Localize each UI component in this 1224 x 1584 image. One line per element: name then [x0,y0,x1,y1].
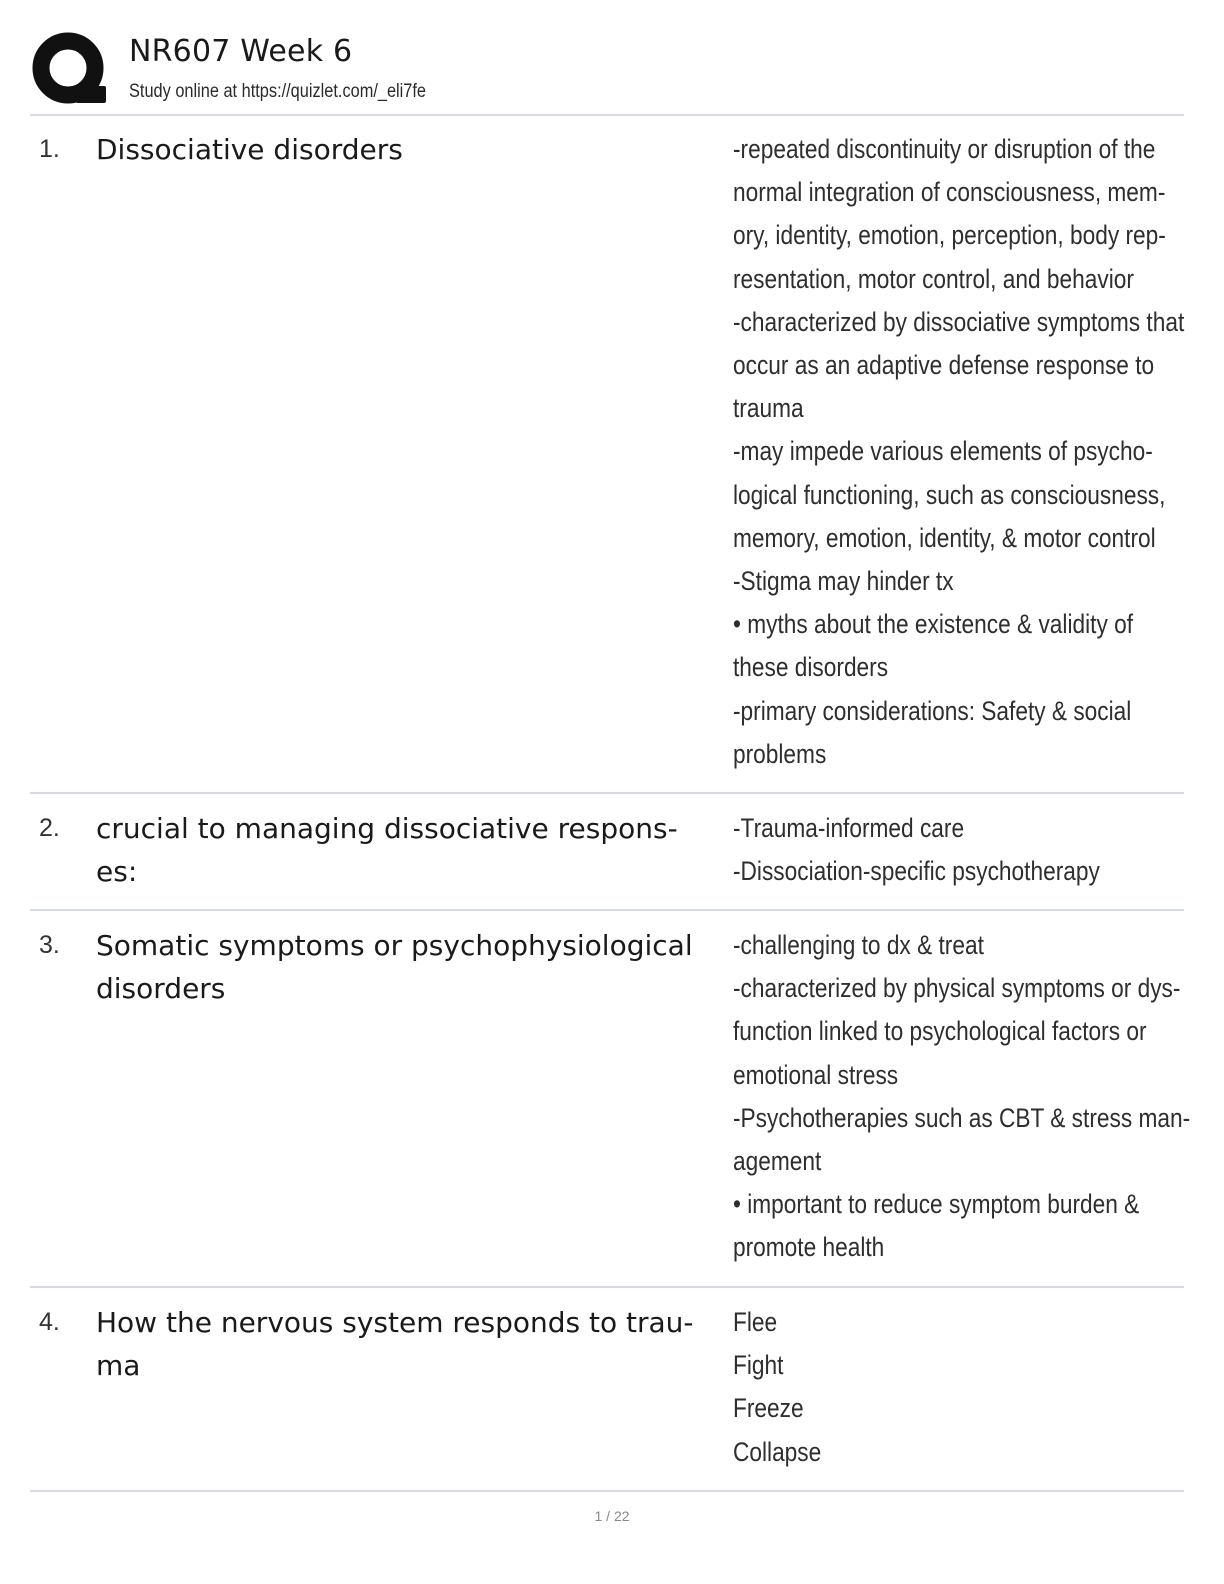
page-header [30,28,1184,116]
card-term [96,1301,736,1387]
term-line: es: [96,855,138,888]
definition-line: resentation, motor control, and behavior [733,263,1134,294]
card-term [96,128,736,171]
definition-line: -Psychotherapies such as CBT & stress man- [733,1102,1191,1133]
definition-line: -characterized by physical symptoms or dys- [733,973,1181,1004]
definition-line: -primary considerations: Safety & social [733,695,1132,726]
study-online-link[interactable]: Study online at https://quizlet.com/_eli7fe [129,81,427,102]
card-term [96,807,736,893]
definition-line: problems [733,738,827,769]
definition-line: -challenging to dx & treat [733,930,984,960]
definition-line: logical functioning, such as consciousness, [733,479,1166,510]
term-line: How the nervous system responds to trau- [96,1306,694,1339]
card-definition [733,128,1185,776]
flashcard-4 [30,1301,1184,1492]
card-number: 2. [39,814,60,842]
card-definition [733,924,1191,1270]
definition-line: agement [733,1146,822,1177]
definition-line: Fight [733,1350,784,1381]
definition-line: Flee [733,1307,778,1337]
flashcard-3 [30,924,1191,1288]
definition-line: ory, identity, emotion, perception, body rep- [733,220,1166,251]
definition-line: emotional stress [733,1059,899,1090]
term-line: disorders [96,972,226,1005]
definition-line: -repeated discontinuity or disruption of the [733,134,1156,164]
term-line: Dissociative disorders [96,133,403,166]
definition-line: promote health [733,1232,885,1263]
definition-line: -Stigma may hinder tx [733,566,954,597]
definition-line: -Dissociation-specific psychotherapy [733,856,1100,887]
flashcard-1 [30,128,1184,794]
definition-line: -may impede various elements of psycho- [733,436,1153,467]
card-number: 1. [39,135,60,163]
card-term [96,924,736,1010]
document-title: NR607 Week 6 [129,34,353,69]
definition-line: memory, emotion, identity, & motor control [733,522,1156,553]
card-definition [733,807,1163,893]
definition-line: Freeze [733,1393,804,1424]
definition-line: • myths about the existence & validity of [733,609,1134,640]
definition-line: -Trauma-informed care [733,813,965,843]
definition-line: -characterized by dissociative symptoms that [733,306,1185,337]
definition-line: normal integration of consciousness, mem- [733,177,1166,208]
term-line: crucial to managing dissociative respons- [96,812,678,845]
card-definition [733,1301,1163,1474]
flashcard-2 [30,807,1184,911]
definition-line: function linked to psychological factors or [733,1016,1147,1047]
page-indicator: 1 / 22 [594,1508,630,1524]
card-number: 3. [39,931,60,959]
term-line: Somatic symptoms or psychophysiological [96,929,693,962]
term-line: ma [96,1349,141,1382]
definition-line: Collapse [733,1436,822,1467]
definition-line: • important to reduce symptom burden & [733,1189,1140,1220]
quizlet-q-logo-icon [32,32,108,108]
definition-line: trauma [733,393,804,424]
card-number: 4. [39,1308,60,1336]
definition-line: these disorders [733,652,889,683]
definition-line: occur as an adaptive defense response to [733,350,1155,381]
